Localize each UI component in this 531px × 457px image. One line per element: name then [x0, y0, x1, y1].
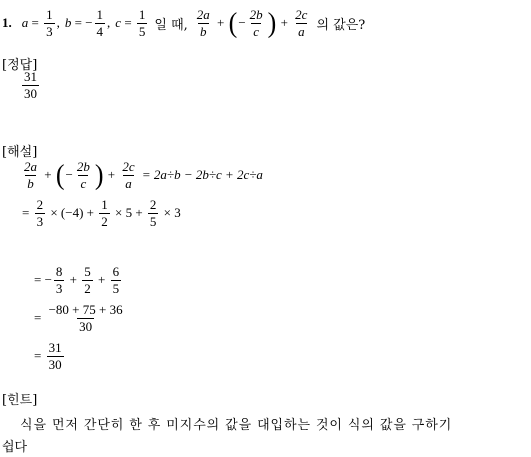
line1-rhs: = 2a÷b − 2b÷c + 2c÷a — [141, 167, 263, 183]
condition-word: 일 때, — [154, 17, 188, 33]
var-c: c — [115, 15, 122, 31]
solution-line-1: $\frac{2a}{b}$ + ( − $\frac{2b}{c}$ ) + $\frac{2c}{a}$ = 2a÷b − 2b÷c + 2c÷a — [24, 158, 263, 191]
solution-label: [해설] — [2, 145, 38, 160]
term-2a-over-b: $\frac{2a}{b}$ — [196, 7, 210, 39]
hint-line-1: 식을 먼저 간단히 한 후 미지수의 값을 대입하는 것이 식의 값을 구하기 — [20, 418, 453, 433]
term-2c-over-a: $\frac{2c}{a}$ — [295, 7, 308, 39]
hint-line-2: 쉽다 — [2, 440, 28, 455]
var-a: a — [21, 15, 29, 31]
problem-number: 1. — [2, 15, 12, 31]
b-value: $\frac{1}{4}$ — [96, 7, 104, 39]
solution-line-2: = $\frac{2}{3}$ × (−4) + $\frac{1}{2}$ × 5 + $\frac{2}{5}$ × 3 — [22, 197, 181, 229]
var-b: b — [64, 15, 72, 31]
hint-label: [힌트] — [2, 393, 38, 408]
problem-statement: 1. a = $\frac{1}{3}$ , b = − $\frac{1}{4}$ , c = $\frac{1}{5}$ 일 때, $\frac{2a}{b}$ + ( − $\frac{2b}{c}$ ) + $\frac{2c}{a}$ 의 값은? — [2, 6, 366, 39]
c-value: $\frac{1}{5}$ — [138, 7, 146, 39]
answer-value: $\frac{31}{30}$ — [24, 69, 37, 101]
solution-line-5: = $\frac{31}{30}$ — [34, 340, 62, 372]
term-2b-over-c: $\frac{2b}{c}$ — [249, 7, 263, 39]
a-value: $\frac{1}{3}$ — [46, 7, 53, 39]
solution-line-3: = − $\frac{8}{3}$ + $\frac{5}{2}$ + $\frac{6}{5}$ — [34, 264, 120, 296]
solution-line-4: = $\frac{-80 + 75 + 36}{30}$ — [34, 302, 123, 334]
question-tail: 의 값은? — [316, 17, 366, 33]
answer-label: [정답] — [2, 58, 38, 73]
